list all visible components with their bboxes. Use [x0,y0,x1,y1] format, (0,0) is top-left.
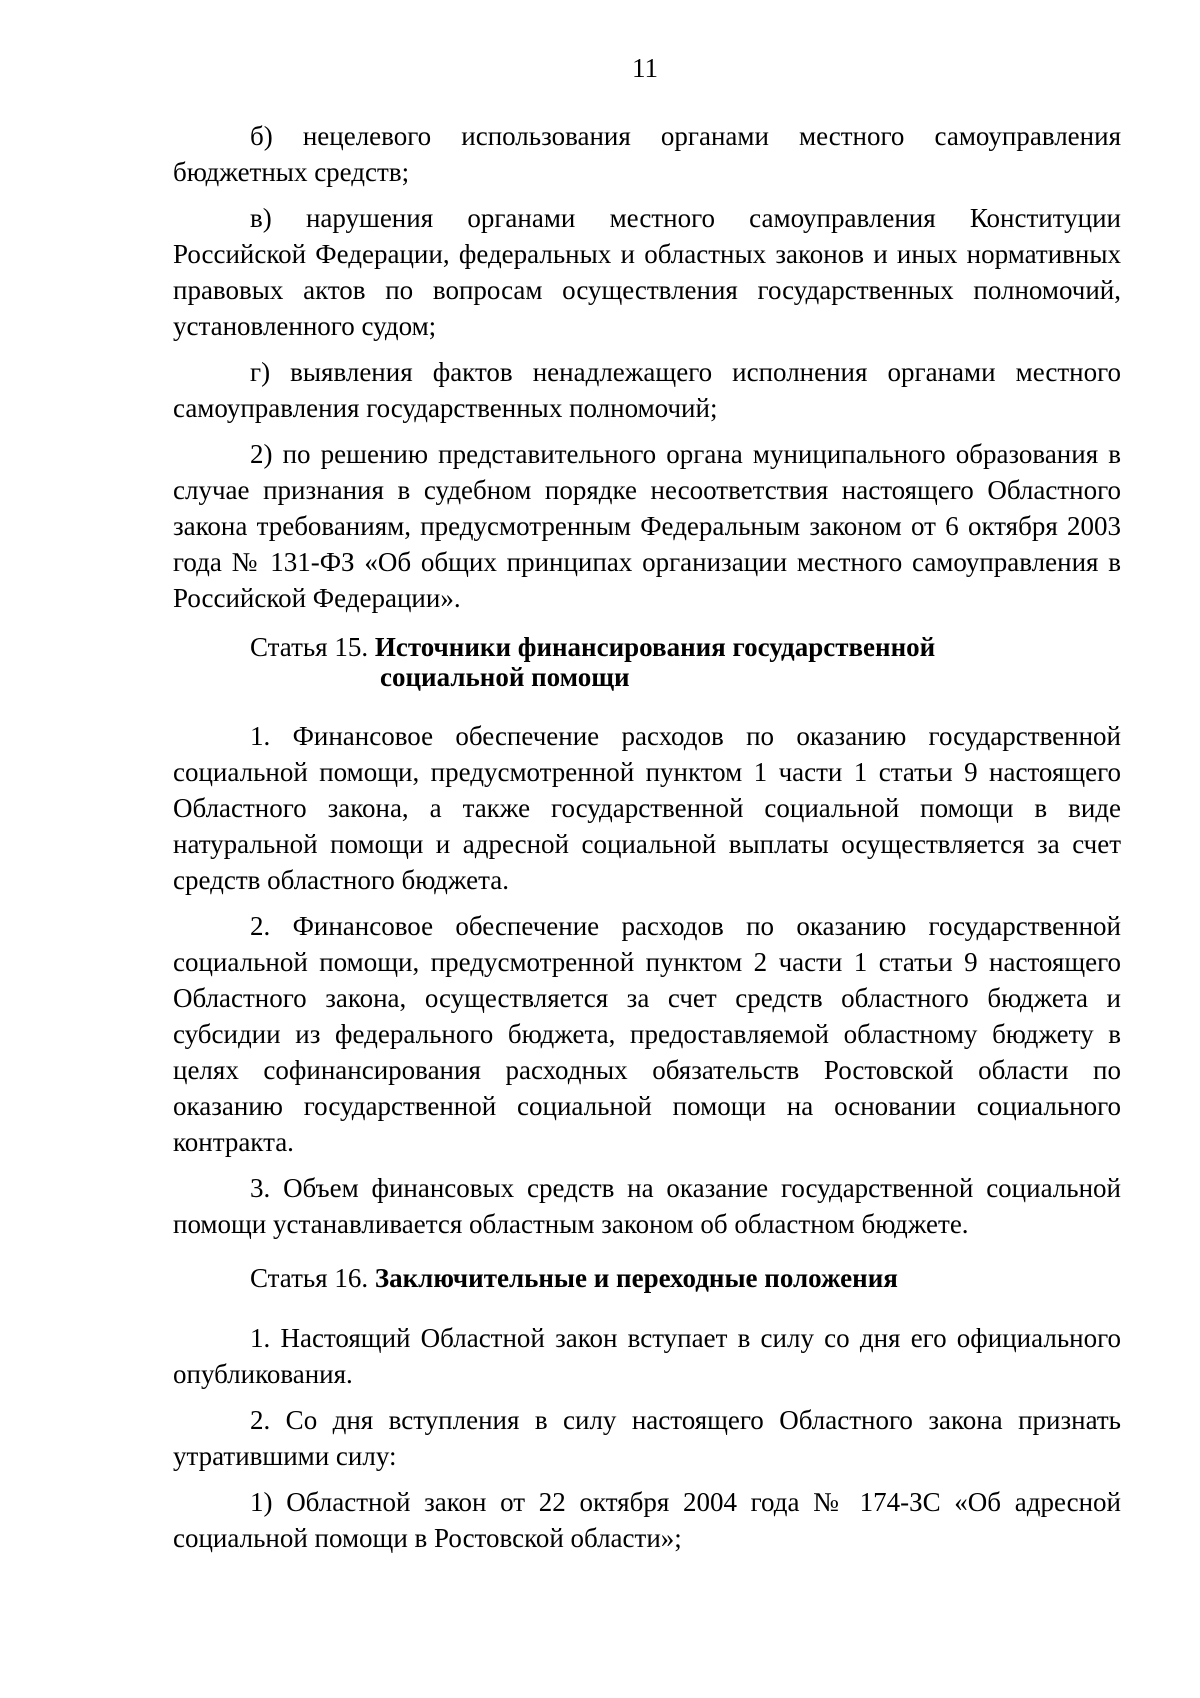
article-16-paragraph-2-item-1: 1) Областной закон от 22 октября 2004 года № 174-ЗС «Об адресной социальной помощи в Ростовской области»; [173,1487,1121,1553]
article-15-title-line1: Источники финансирования государственной [374,632,936,662]
article-15-heading-line1 [250,632,1121,662]
article-15-paragraph-2: 2. Финансовое обеспечение расходов по оказанию государственной социальной помощи, предусмотренной пунктом 2 части 1 статьи 9 настоящего Областного закона, осуществляется за счет средств областного бюджета и субсидии из федерального бюджета, предоставляемой областному бюджету в целях софинансирования расходных обязательств Ростовской области по оказанию государственной социальной помощи на основании социального контракта. [173,911,1121,1157]
article-16-title: Заключительные и переходные положения [374,1263,898,1293]
article-15-title-line2: социальной помощи [380,662,630,692]
paragraph-v: в) нарушения органами местного самоуправления Конституции Российской Федерации, федеральных и областных законов и иных нормативных правовых актов по вопросам осуществления государственных полномочий, установленного судом; [173,203,1121,341]
article-16-heading [173,1260,1121,1296]
article-15-paragraph-1: 1. Финансовое обеспечение расходов по оказанию государственной социальной помощи, предусмотренной пунктом 1 части 1 статьи 9 настоящего Областного закона, а также государственной социальной помощи в виде натуральной помощи и адресной социальной выплаты осуществляется за счет средств областного бюджета. [173,721,1121,895]
article-15-label: Статья 15. [250,632,369,662]
paragraph-2: 2) по решению представительного органа муниципального образования в случае признания в судебном порядке несоответствия настоящего Областного закона требованиям, предусмотренным Федеральным законом от 6 октября 2003 года № 131-ФЗ «Об общих принципах организации местного самоуправления в Российской Федерации». [173,439,1121,613]
article-16-paragraph-2: 2. Со дня вступления в силу настоящего Областного закона признать утратившими силу: [173,1405,1121,1471]
paragraph-b: б) нецелевого использования органами местного самоуправления бюджетных средств; [173,121,1121,187]
page-number: 11 [632,53,658,83]
article-16-label: Статья 16. [250,1263,369,1293]
article-15-heading [173,632,1121,692]
paragraph-g: г) выявления фактов ненадлежащего исполнения органами местного самоуправления государственных полномочий; [173,357,1121,423]
article-15-paragraph-3: 3. Объем финансовых средств на оказание государственной социальной помощи устанавливается областным законом об областном бюджете. [173,1173,1121,1239]
document-body [173,118,1121,1566]
article-16-paragraph-1: 1. Настоящий Областной закон вступает в силу со дня его официального опубликования. [173,1323,1121,1389]
